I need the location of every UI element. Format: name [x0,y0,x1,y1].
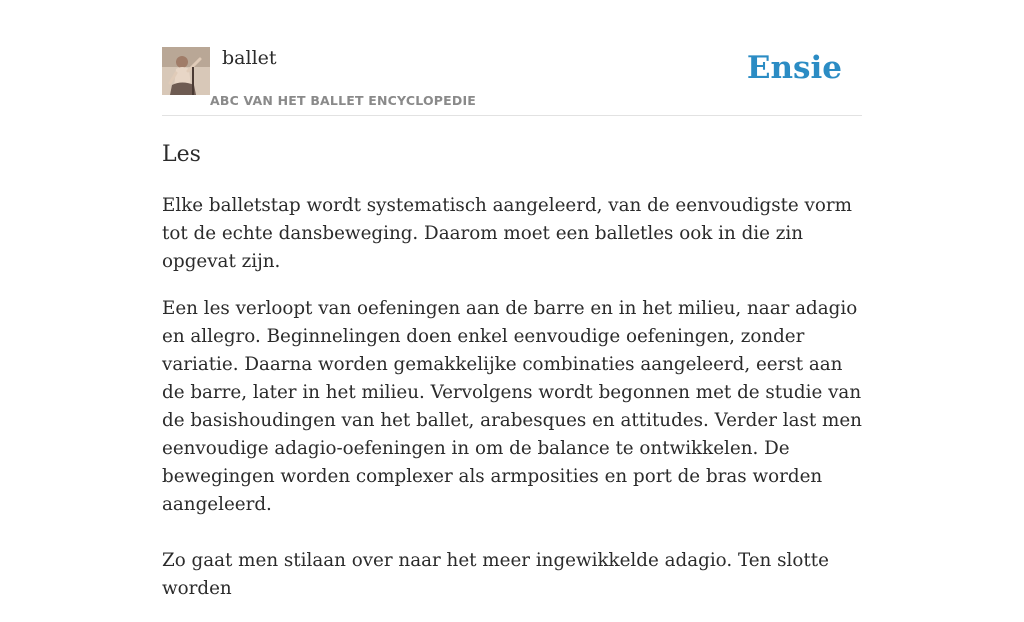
paragraph: Elke balletstap wordt systematisch aangeleerd, van de eenvoudigste vorm tot de echte dansbeweging. Daarom moet een balletles ook in die zin opgevat zijn. [162,195,852,272]
entry-body [162,192,862,622]
page-container [162,0,862,599]
ballerina-avatar-icon[interactable] [162,47,210,95]
paragraph: Zo gaat men stilaan over naar het meer ingewikkelde adagio. Ten slotte worden [162,550,829,599]
page-header [162,0,862,116]
tag-link[interactable]: ballet [222,47,277,69]
page-title: Les [162,142,201,167]
paragraph: Een les verloopt van oefeningen aan de barre en in het milieu, naar adagio en allegro. Beginnelingen doen enkel eenvoudige oefeningen, zonder variatie. Daarna worden gemakkelijke combinaties aangeleerd, eerst aan de barre, later in het milieu. Vervolgens wordt begonnen met de studie van de basishoudingen van het ballet, arabesques en attitudes. Verder last men eenvoudige adagio-oefeningen in om de balance te ontwikkelen. De bewegingen worden complexer als armposities en port de bras worden aangeleerd. [162,298,862,515]
brand-logo[interactable]: Ensie [746,50,842,86]
encyclopedia-subtitle: ABC VAN HET BALLET ENCYCLOPEDIE [210,93,477,108]
